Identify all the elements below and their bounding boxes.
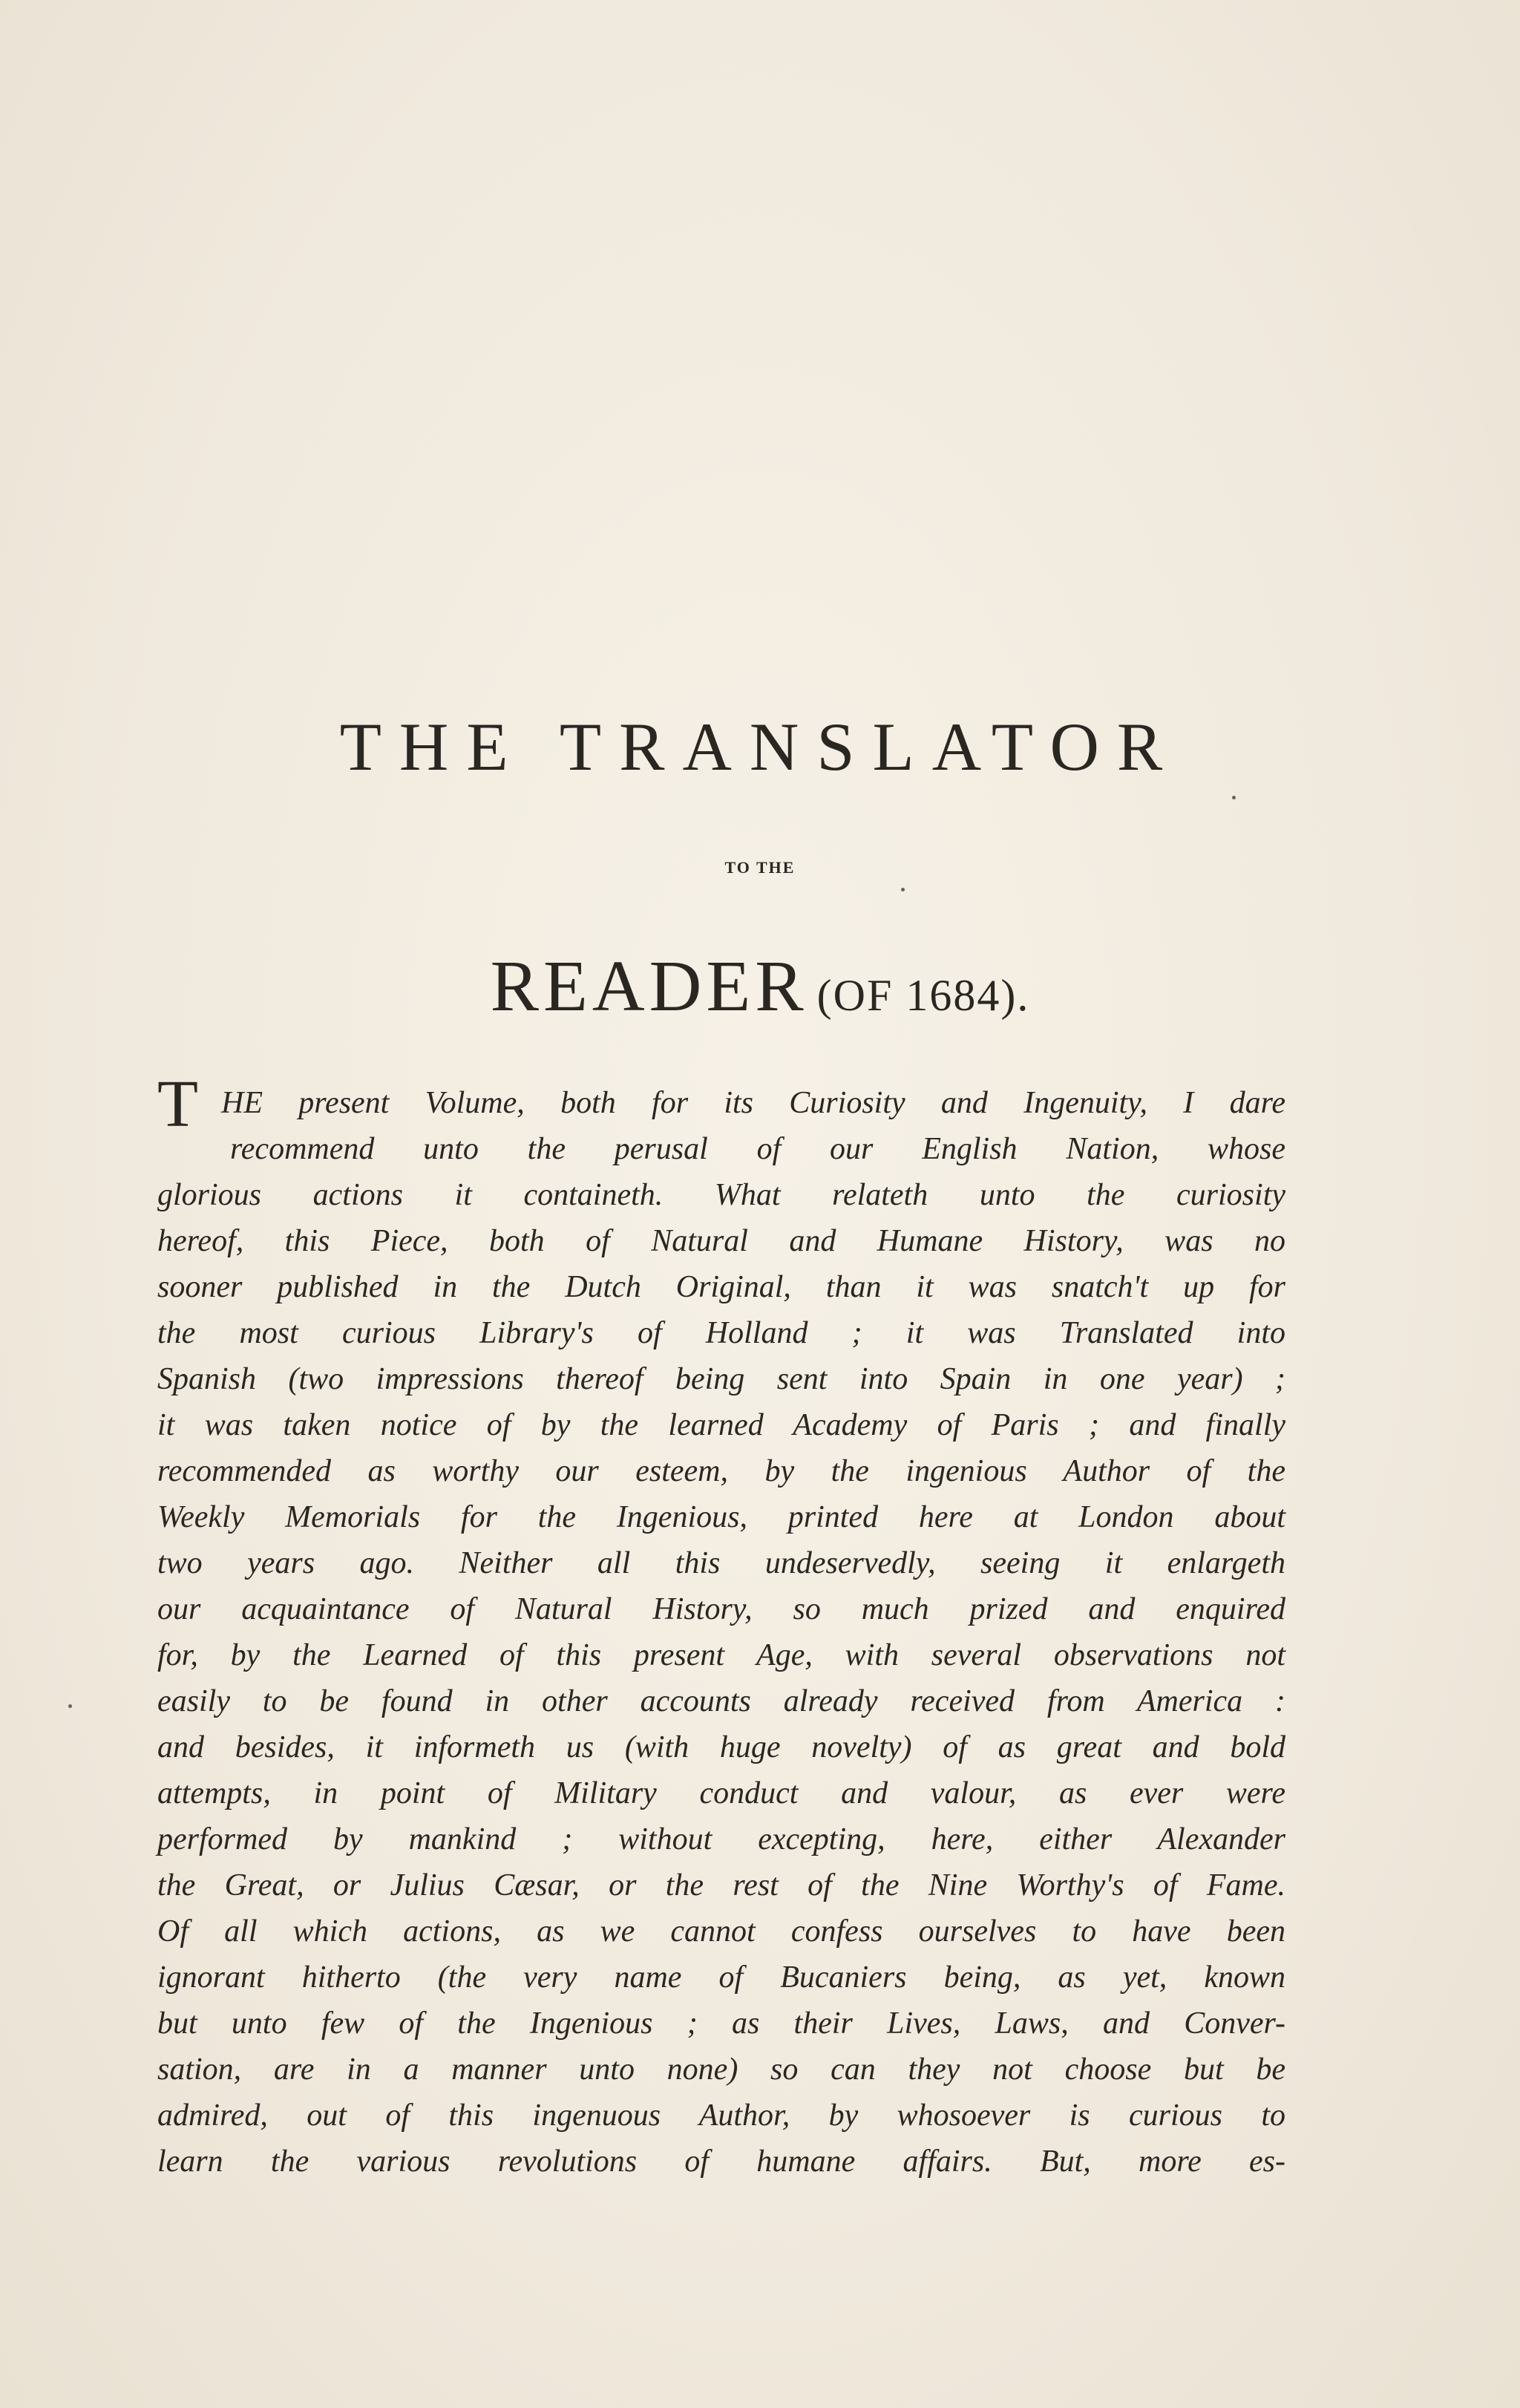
paper-speck [901, 888, 905, 891]
subtitle-to-the: TO THE [724, 858, 796, 877]
text-line: it was taken notice of by the learned Academy of Paris ; and finally [157, 1408, 1285, 1442]
text-line: recommended as worthy our esteem, by the ingenious Author of the [157, 1454, 1285, 1488]
text-line: easily to be found in other accounts already received from America : [157, 1684, 1285, 1718]
text-line: the most curious Library's of Holland ; it was Translated into [157, 1316, 1285, 1350]
body-paragraph [157, 1067, 1285, 2185]
text-line: hereof, this Piece, both of Natural and Humane History, was no [157, 1224, 1285, 1258]
text-line: sation, are in a manner unto none) so can they not choose but be [157, 2052, 1285, 2087]
text-line: recommend unto the perusal of our English Nation, whose [230, 1132, 1285, 1166]
text-line: learn the various revolutions of humane affairs. But, more es- [157, 2144, 1285, 2179]
text-line: performed by mankind ; without excepting, here, either Alexander [157, 1822, 1285, 1856]
text-line: Spanish (two impressions thereof being sent into Spain in one year) ; [157, 1362, 1285, 1396]
text-line [157, 1067, 1285, 1141]
text-line: Weekly Memorials for the Ingenious, printed here at London about [157, 1500, 1285, 1534]
drop-cap: T [157, 1067, 198, 1141]
reader-heading [0, 946, 1520, 1027]
text-line-content: HE present Volume, both for its Curiosity and Ingenuity, I dare [221, 1086, 1285, 1120]
text-line: sooner published in the Dutch Original, than it was snatch't up for [157, 1270, 1285, 1304]
paper-speck [68, 1704, 72, 1708]
reader-word: READER [490, 946, 808, 1027]
text-line: the Great, or Julius Cæsar, or the rest of the Nine Worthy's of Fame. [157, 1868, 1285, 1902]
chapter-title: THE TRANSLATOR [339, 709, 1181, 785]
reader-year: (OF 1684). [816, 971, 1030, 1020]
text-line: but unto few of the Ingenious ; as their Lives, Laws, and Conver- [157, 2006, 1285, 2041]
text-line: glorious actions it containeth. What relateth unto the curiosity [157, 1178, 1285, 1212]
text-line: two years ago. Neither all this undeservedly, seeing it enlargeth [157, 1546, 1285, 1580]
text-line: and besides, it informeth us (with huge novelty) of as great and bold [157, 1730, 1285, 1764]
text-line: our acquaintance of Natural History, so much prized and enquired [157, 1592, 1285, 1626]
text-line: ignorant hitherto (the very name of Bucaniers being, as yet, known [157, 1960, 1285, 1995]
text-line: Of all which actions, as we cannot confess ourselves to have been [157, 1914, 1285, 1949]
text-line: for, by the Learned of this present Age, with several observations not [157, 1638, 1285, 1672]
text-line: attempts, in point of Military conduct and valour, as ever were [157, 1776, 1285, 1810]
paper-speck [1232, 796, 1236, 799]
text-line: admired, out of this ingenuous Author, by whosoever is curious to [157, 2098, 1285, 2133]
